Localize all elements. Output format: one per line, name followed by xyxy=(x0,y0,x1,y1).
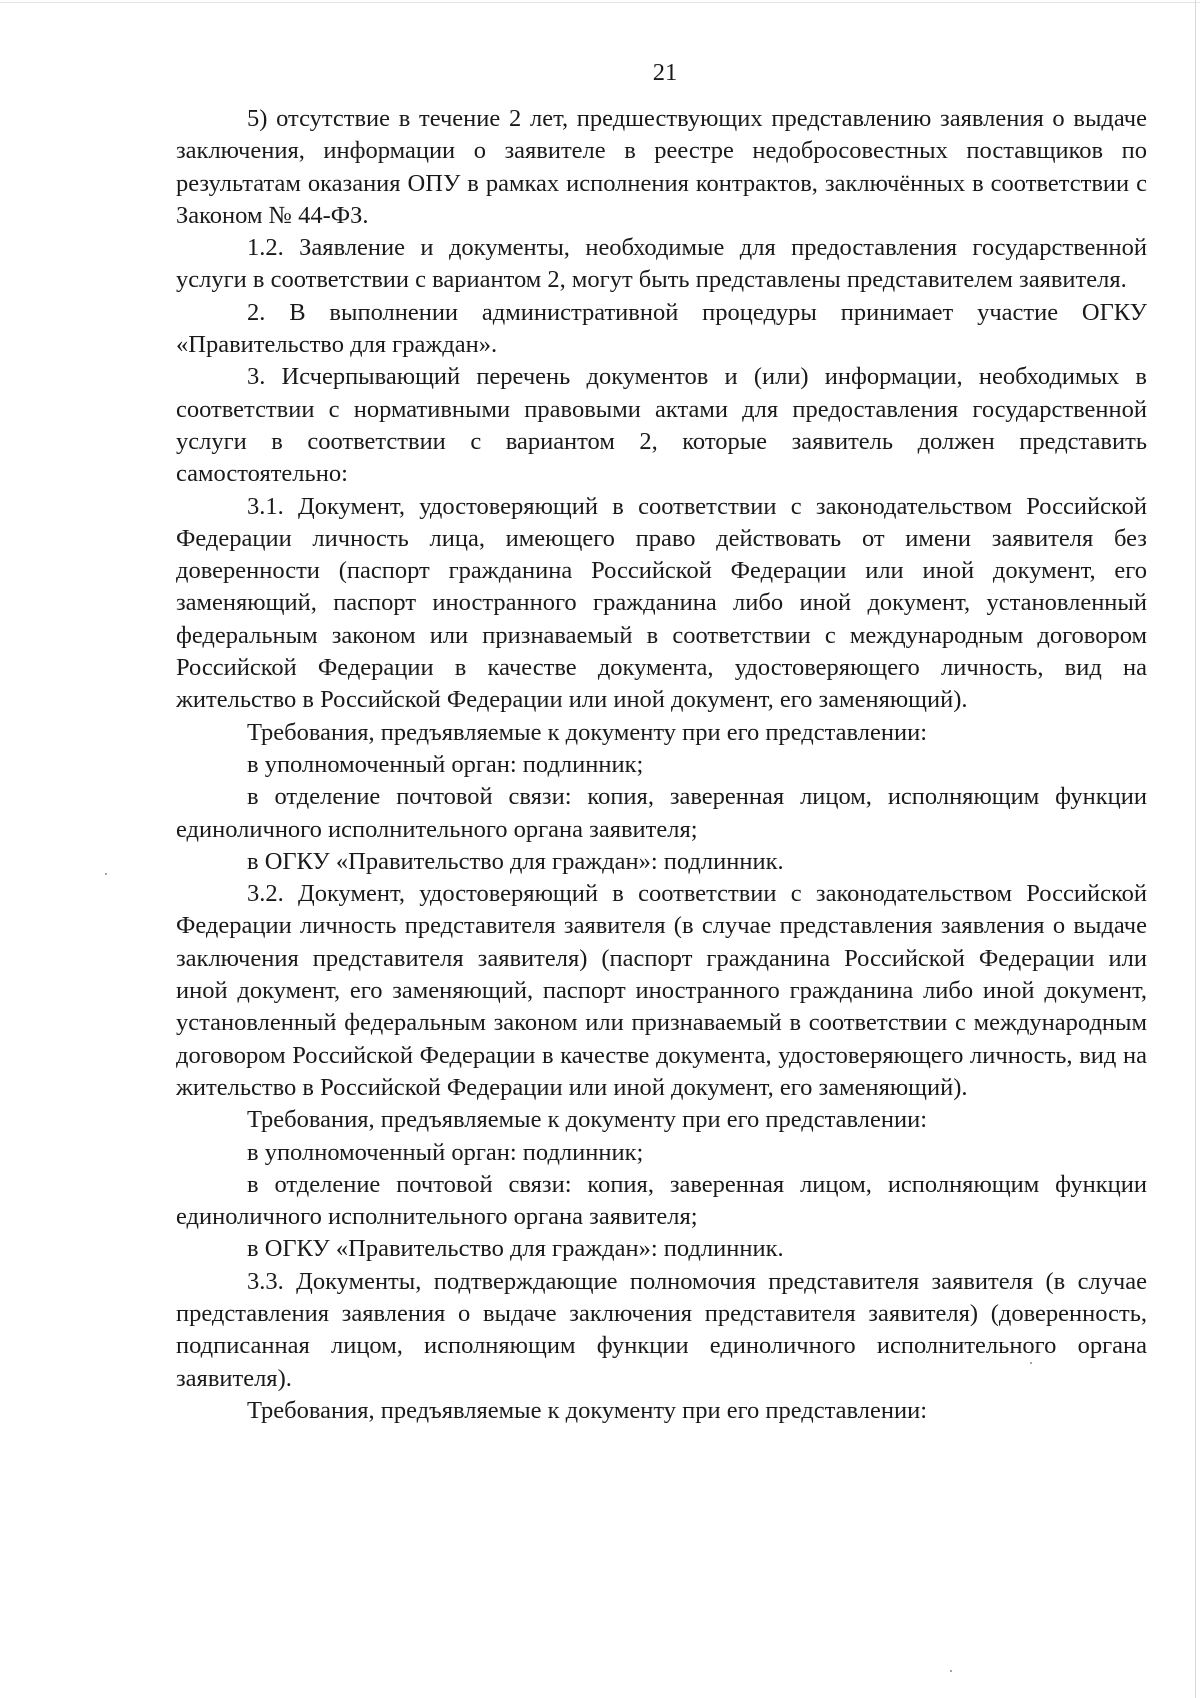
requirements-heading-3-1: Требования, предъявляемые к документу при его представлении: xyxy=(247,718,928,746)
paragraph-1-2: 1.2. Заявление и документы, необходимые для предоставления государственной услуги в соответствии с вариантом 2, могут быть представлены представителем заявителя. xyxy=(176,234,1147,294)
scan-edge-right xyxy=(1195,0,1196,1698)
requirement-authority-3-1: в уполномоченный орган: подлинник; xyxy=(247,750,644,778)
paragraph-2: 2. В выполнении административной процедуры принимает участие ОГКУ «Правительство для граждан». xyxy=(176,298,1147,359)
requirement-post-office-3-2: в отделение почтовой связи: копия, заверенная лицом, исполняющим функции единоличного исполнительного органа заявителя; xyxy=(176,1170,1147,1231)
paragraph-item-5: 5) отсутствие в течение 2 лет, предшествующих представлению заявления о выдаче заключения, информации о заявителе в реестре недобросовестных поставщиков по результатам оказания ОПУ в рамках исполнения контрактов, заключённых в соответствии с Законом № 44-ФЗ. xyxy=(176,105,1147,229)
requirement-authority-3-2: в уполномоченный орган: подлинник; xyxy=(247,1138,644,1166)
requirement-ogku-3-1: в ОГКУ «Правительство для граждан»: подлинник. xyxy=(247,847,784,875)
paragraph-3-3: 3.3. Документы, подтверждающие полномочия представителя заявителя (в случае представления заявления о выдаче заключения представителя заявителя) (доверенность, подписанная лицом, исполняющим функции единоличного исполнительного органа заявителя). xyxy=(176,1267,1147,1392)
page-number: 21 xyxy=(652,59,678,86)
paragraph-3-2: 3.2. Документ, удостоверяющий в соответствии с законодательством Российской Федерации личность представителя заявителя (в случае представления заявления о выдаче заключения представителя заявителя) (паспорт гражданина Российской Федерации или иной документ, его заменяющий, паспорт иностранного гражданина либо иной документ, установленный федеральным законом или признаваемый в соответствии с международным договором Российской Федерации в качестве документа, удостоверяющего личность, вид на жительство в Российской Федерации или иной документ, его заменяющий). xyxy=(176,880,1147,1101)
paragraph-3: 3. Исчерпывающий перечень документов и (или) информации, необходимых в соответствии с нормативными правовыми актами для предоставления государственной услуги в соответствии с вариантом 2, которые заявитель должен представить самостоятельно: xyxy=(176,363,1147,488)
requirement-post-office-3-1: в отделение почтовой связи: копия, заверенная лицом, исполняющим функции единоличного исполнительного органа заявителя; xyxy=(176,783,1147,843)
document-body xyxy=(176,103,1147,1427)
requirements-heading-3-3: Требования, предъявляемые к документу при его представлении: xyxy=(247,1396,928,1424)
scan-speck xyxy=(950,1670,952,1672)
requirement-ogku-3-2: в ОГКУ «Правительство для граждан»: подлинник. xyxy=(247,1235,784,1263)
scan-edge-top xyxy=(0,2,1200,3)
paragraph-3-1: 3.1. Документ, удостоверяющий в соответствии с законодательством Российской Федерации личность лица, имеющего право действовать от имени заявителя без доверенности (паспорт гражданина Российской Федерации или иной документ, его заменяющий, паспорт иностранного гражданина либо иной документ, установленный федеральным законом или признаваемый в соответствии с международным договором Российской Федерации в качестве документа, удостоверяющего личность, вид на жительство в Российской Федерации или иной документ, его заменяющий). xyxy=(176,492,1147,714)
requirements-heading-3-2: Требования, предъявляемые к документу при его представлении: xyxy=(247,1106,928,1134)
scan-speck xyxy=(105,873,107,875)
